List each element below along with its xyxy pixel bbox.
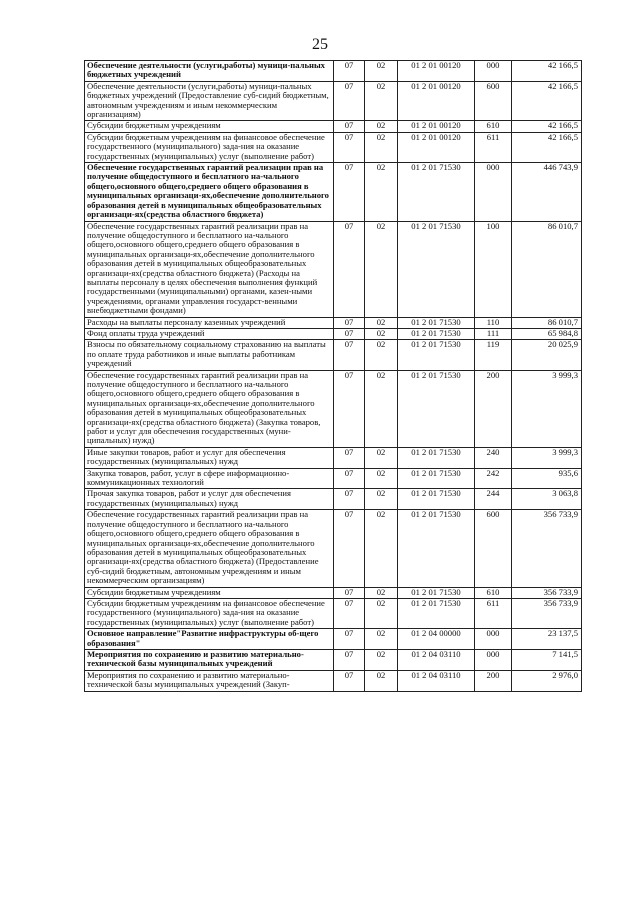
amount-cell: 42 166,5 — [512, 61, 582, 82]
subsection-code-cell: 02 — [365, 468, 398, 489]
section-code-cell: 07 — [334, 340, 365, 370]
amount-cell: 446 743,9 — [512, 163, 582, 221]
table-row — [85, 370, 582, 447]
budget-table-body — [85, 61, 582, 692]
subsection-code-cell: 02 — [365, 598, 398, 628]
subsection-code-cell: 02 — [365, 221, 398, 317]
amount-cell: 3 063,8 — [512, 489, 582, 510]
target-article-cell: 01 2 01 00120 — [398, 121, 475, 132]
expense-type-cell: 000 — [475, 629, 512, 650]
expense-type-cell: 240 — [475, 447, 512, 468]
subsection-code-cell: 02 — [365, 510, 398, 587]
table-row — [85, 670, 582, 691]
subsection-code-cell: 02 — [365, 649, 398, 670]
section-code-cell: 07 — [334, 587, 365, 598]
subsection-code-cell: 02 — [365, 81, 398, 121]
table-row — [85, 221, 582, 317]
expense-type-cell: 610 — [475, 587, 512, 598]
amount-cell: 2 976,0 — [512, 670, 582, 691]
target-article-cell: 01 2 01 71530 — [398, 317, 475, 328]
amount-cell: 23 137,5 — [512, 629, 582, 650]
expense-name-cell: Субсидии бюджетным учреждениям на финансовое обеспечение государственного (муниципального) зада-ния на оказание государственных (муниципальных) услуг (выполнение работ) — [85, 598, 334, 628]
expense-type-cell: 100 — [475, 221, 512, 317]
amount-cell: 356 733,9 — [512, 510, 582, 587]
subsection-code-cell: 02 — [365, 163, 398, 221]
budget-table — [84, 60, 582, 692]
amount-cell: 356 733,9 — [512, 598, 582, 628]
expense-name-cell: Иные закупки товаров, работ и услуг для обеспечения государственных (муниципальных) нужд — [85, 447, 334, 468]
amount-cell: 86 010,7 — [512, 221, 582, 317]
section-code-cell: 07 — [334, 328, 365, 339]
expense-name-cell: Обеспечение деятельности (услуги,работы) муници-пальных бюджетных учреждений — [85, 61, 334, 82]
subsection-code-cell: 02 — [365, 61, 398, 82]
amount-cell: 42 166,5 — [512, 81, 582, 121]
target-article-cell: 01 2 01 71530 — [398, 587, 475, 598]
table-row — [85, 340, 582, 370]
section-code-cell: 07 — [334, 370, 365, 447]
expense-type-cell: 600 — [475, 81, 512, 121]
amount-cell: 3 999,3 — [512, 370, 582, 447]
expense-name-cell: Мероприятия по сохранению и развитию материально-технической базы муниципальных учреждений (Закуп- — [85, 670, 334, 691]
subsection-code-cell: 02 — [365, 132, 398, 162]
expense-type-cell: 200 — [475, 670, 512, 691]
amount-cell: 356 733,9 — [512, 587, 582, 598]
section-code-cell: 07 — [334, 468, 365, 489]
target-article-cell: 01 2 04 03110 — [398, 670, 475, 691]
target-article-cell: 01 2 01 71530 — [398, 447, 475, 468]
target-article-cell: 01 2 01 71530 — [398, 370, 475, 447]
target-article-cell: 01 2 01 71530 — [398, 163, 475, 221]
expense-type-cell: 242 — [475, 468, 512, 489]
expense-type-cell: 611 — [475, 598, 512, 628]
table-row — [85, 132, 582, 162]
table-row — [85, 317, 582, 328]
table-row — [85, 649, 582, 670]
section-code-cell: 07 — [334, 221, 365, 317]
amount-cell: 7 141,5 — [512, 649, 582, 670]
expense-type-cell: 000 — [475, 163, 512, 221]
target-article-cell: 01 2 01 00120 — [398, 132, 475, 162]
target-article-cell: 01 2 01 71530 — [398, 340, 475, 370]
expense-type-cell: 244 — [475, 489, 512, 510]
amount-cell: 42 166,5 — [512, 121, 582, 132]
expense-name-cell: Субсидии бюджетным учреждениям — [85, 587, 334, 598]
target-article-cell: 01 2 01 71530 — [398, 510, 475, 587]
table-row — [85, 81, 582, 121]
page-number: 25 — [312, 36, 328, 53]
table-row — [85, 489, 582, 510]
subsection-code-cell: 02 — [365, 370, 398, 447]
target-article-cell: 01 2 01 71530 — [398, 221, 475, 317]
table-row — [85, 510, 582, 587]
table-row — [85, 163, 582, 221]
target-article-cell: 01 2 04 03110 — [398, 649, 475, 670]
table-row — [85, 328, 582, 339]
amount-cell: 935,6 — [512, 468, 582, 489]
expense-name-cell: Мероприятия по сохранению и развитию материально-технической базы муниципальных учреждений — [85, 649, 334, 670]
expense-type-cell: 000 — [475, 61, 512, 82]
section-code-cell: 07 — [334, 629, 365, 650]
amount-cell: 20 025,9 — [512, 340, 582, 370]
target-article-cell: 01 2 04 00000 — [398, 629, 475, 650]
section-code-cell: 07 — [334, 81, 365, 121]
table-row — [85, 587, 582, 598]
amount-cell: 86 010,7 — [512, 317, 582, 328]
subsection-code-cell: 02 — [365, 587, 398, 598]
subsection-code-cell: 02 — [365, 629, 398, 650]
table-row — [85, 468, 582, 489]
target-article-cell: 01 2 01 71530 — [398, 489, 475, 510]
amount-cell: 3 999,3 — [512, 447, 582, 468]
expense-type-cell: 610 — [475, 121, 512, 132]
section-code-cell: 07 — [334, 649, 365, 670]
expense-type-cell: 600 — [475, 510, 512, 587]
subsection-code-cell: 02 — [365, 328, 398, 339]
expense-name-cell: Прочая закупка товаров, работ и услуг для обеспечения государственных (муниципальных) нужд — [85, 489, 334, 510]
expense-type-cell: 110 — [475, 317, 512, 328]
table-row — [85, 447, 582, 468]
expense-name-cell: Обеспечение государственных гарантий реализации прав на получение общедоступного и бесплатного на-чального общего,основного общего,среднего общего образования в муниципальных организаци-ях,обеспечение дополнительного образования детей в муниципальных общеобразовательных организаци-ях(средства областного бюджета) — [85, 163, 334, 221]
expense-name-cell: Обеспечение деятельности (услуги,работы) муници-пальных бюджетных учреждений (Предоставление суб-сидий бюджетным, автономным учреждениям и иным некоммерческим организациям) — [85, 81, 334, 121]
expense-name-cell: Основное направление"Развитие инфраструктуры об-щего образования" — [85, 629, 334, 650]
target-article-cell: 01 2 01 71530 — [398, 468, 475, 489]
section-code-cell: 07 — [334, 670, 365, 691]
amount-cell: 65 984,8 — [512, 328, 582, 339]
table-row — [85, 598, 582, 628]
expense-name-cell: Фонд оплаты труда учреждений — [85, 328, 334, 339]
expense-name-cell: Расходы на выплаты персоналу казенных учреждений — [85, 317, 334, 328]
subsection-code-cell: 02 — [365, 121, 398, 132]
section-code-cell: 07 — [334, 489, 365, 510]
subsection-code-cell: 02 — [365, 340, 398, 370]
expense-name-cell: Обеспечение государственных гарантий реализации прав на получение общедоступного и бесплатного на-чального общего,основного общего,среднего общего образования в муниципальных организаци-ях,обеспечение дополнительного образования детей в муниципальных общеобразовательных организаци-ях(средства областного бюджета) (Расходы на выплаты персоналу в целях обеспечения выполнения функций государственными (муниципальными) органами, казен-ными учреждениями, органами управления государст-венными внебюджетными фондами) — [85, 221, 334, 317]
section-code-cell: 07 — [334, 121, 365, 132]
section-code-cell: 07 — [334, 61, 365, 82]
expense-type-cell: 200 — [475, 370, 512, 447]
subsection-code-cell: 02 — [365, 489, 398, 510]
section-code-cell: 07 — [334, 510, 365, 587]
section-code-cell: 07 — [334, 447, 365, 468]
expense-name-cell: Субсидии бюджетным учреждениям — [85, 121, 334, 132]
expense-name-cell: Субсидии бюджетным учреждениям на финансовое обеспечение государственного (муниципального) зада-ния на оказание государственных (муниципальных) услуг (выполнение работ) — [85, 132, 334, 162]
expense-name-cell: Обеспечение государственных гарантий реализации прав на получение общедоступного и бесплатного на-чального общего,основного общего,среднего общего образования в муниципальных организаци-ях,обеспечение дополнительного образования детей в муниципальных общеобразовательных организаци-ях(средства областного бюджета) (Предоставление суб-сидий бюджетным, автономным учреждениям и иным некоммерческим организациям) — [85, 510, 334, 587]
target-article-cell: 01 2 01 00120 — [398, 81, 475, 121]
expense-type-cell: 111 — [475, 328, 512, 339]
subsection-code-cell: 02 — [365, 670, 398, 691]
expense-type-cell: 119 — [475, 340, 512, 370]
section-code-cell: 07 — [334, 317, 365, 328]
expense-name-cell: Обеспечение государственных гарантий реализации прав на получение общедоступного и бесплатного на-чального общего,основного общего,среднего общего образования в муниципальных организаци-ях,обеспечение дополнительного образования детей в муниципальных общеобразовательных организаци-ях(средства областного бюджета) (Закупка товаров, работ и услуг для обеспечения государственных (муни-ципальных) нужд) — [85, 370, 334, 447]
target-article-cell: 01 2 01 71530 — [398, 328, 475, 339]
target-article-cell: 01 2 01 71530 — [398, 598, 475, 628]
target-article-cell: 01 2 01 00120 — [398, 61, 475, 82]
expense-type-cell: 000 — [475, 649, 512, 670]
expense-name-cell: Закупка товаров, работ, услуг в сфере информационно-коммуникационных технологий — [85, 468, 334, 489]
subsection-code-cell: 02 — [365, 317, 398, 328]
table-row — [85, 121, 582, 132]
section-code-cell: 07 — [334, 132, 365, 162]
subsection-code-cell: 02 — [365, 447, 398, 468]
expense-name-cell: Взносы по обязательному социальному страхованию на выплаты по оплате труда работников и иные выплаты работникам учреждений — [85, 340, 334, 370]
table-row — [85, 61, 582, 82]
table-row — [85, 629, 582, 650]
section-code-cell: 07 — [334, 598, 365, 628]
expense-type-cell: 611 — [475, 132, 512, 162]
amount-cell: 42 166,5 — [512, 132, 582, 162]
section-code-cell: 07 — [334, 163, 365, 221]
